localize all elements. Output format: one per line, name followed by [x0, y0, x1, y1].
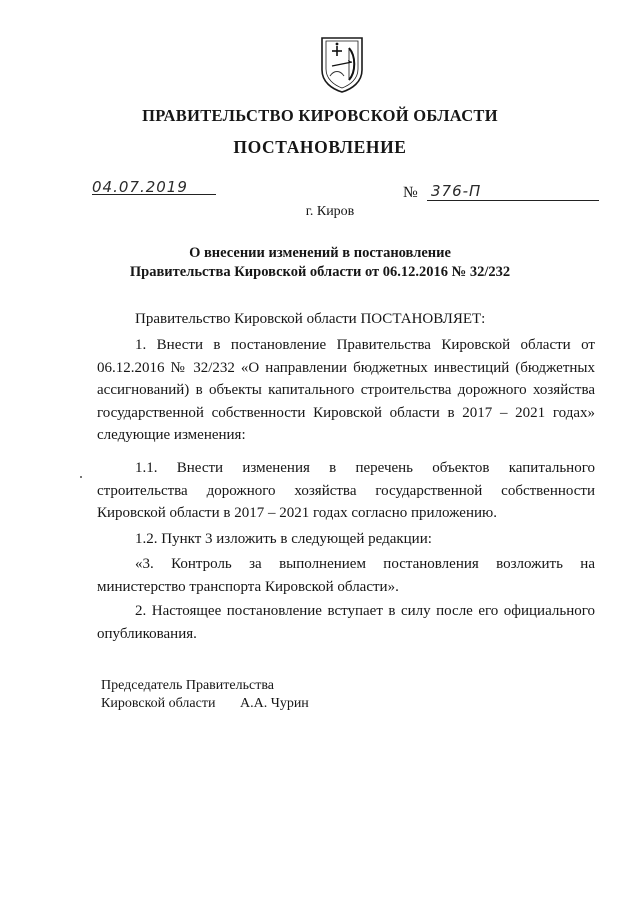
- government-title: ПРАВИТЕЛЬСТВО КИРОВСКОЙ ОБЛАСТИ: [142, 106, 498, 125]
- paragraph-1-2: 1.2. Пункт 3 изложить в следующей редакции:: [135, 531, 432, 547]
- city: г. Киров: [305, 204, 355, 219]
- paragraph-2: [97, 600, 595, 645]
- paragraph-1-line: следующие изменения:: [97, 427, 246, 444]
- scan-speck: [80, 476, 82, 478]
- subject-line-2: Правительства Кировской области от 06.12.2016 № 32/232: [129, 264, 511, 280]
- paragraph-1-line: государственной собственности Кировской области в 2017 – 2021 годах»: [97, 404, 595, 421]
- paragraph-1-line: 1. Внести в постановление Правительства Кировской области от: [135, 337, 595, 353]
- signatory-title-line-2: Кировской области: [101, 696, 216, 711]
- coat-of-arms-icon: [318, 36, 366, 94]
- document-type: ПОСТАНОВЛЕНИЕ: [233, 137, 407, 157]
- paragraph-1-1: [97, 457, 595, 525]
- paragraph-1-1-line: строительства дорожного хозяйства государственной собственности: [97, 482, 595, 499]
- document-date: 04.07.2019: [92, 178, 188, 196]
- paragraph-quote-line: «3. Контроль за выполнением постановления возложить на: [135, 556, 595, 572]
- document-number: 376-П: [431, 182, 482, 200]
- signatory-title-line-1: Председатель Правительства: [101, 678, 274, 693]
- number-label: №: [403, 184, 418, 201]
- number-underline: [427, 200, 599, 201]
- paragraph-1-line: ассигнований) в объекты капитального строительства дорожного хозяйства: [97, 382, 595, 399]
- paragraph-2-line: 2. Настоящее постановление вступает в силу после его официального: [135, 603, 595, 619]
- paragraph-quote-line: министерство транспорта Кировской области».: [97, 578, 399, 595]
- paragraph-1-line: 06.12.2016 № 32/232 «О направлении бюджетных инвестиций (бюджетных: [97, 359, 595, 376]
- signatory-name: А.А. Чурин: [240, 696, 309, 711]
- paragraph-1-1-line: 1.1. Внести изменения в перечень объектов капитального: [135, 460, 595, 476]
- paragraph-1-2-quote: [97, 553, 595, 598]
- paragraph-1-1-line: Кировской области в 2017 – 2021 годах согласно приложению.: [97, 505, 497, 522]
- paragraph-2-line: опубликования.: [97, 625, 197, 642]
- intro-paragraph: Правительство Кировской области ПОСТАНОВЛЯЕТ:: [135, 311, 486, 327]
- subject-line-1: О внесении изменений в постановление: [189, 245, 451, 261]
- paragraph-1: [97, 334, 595, 447]
